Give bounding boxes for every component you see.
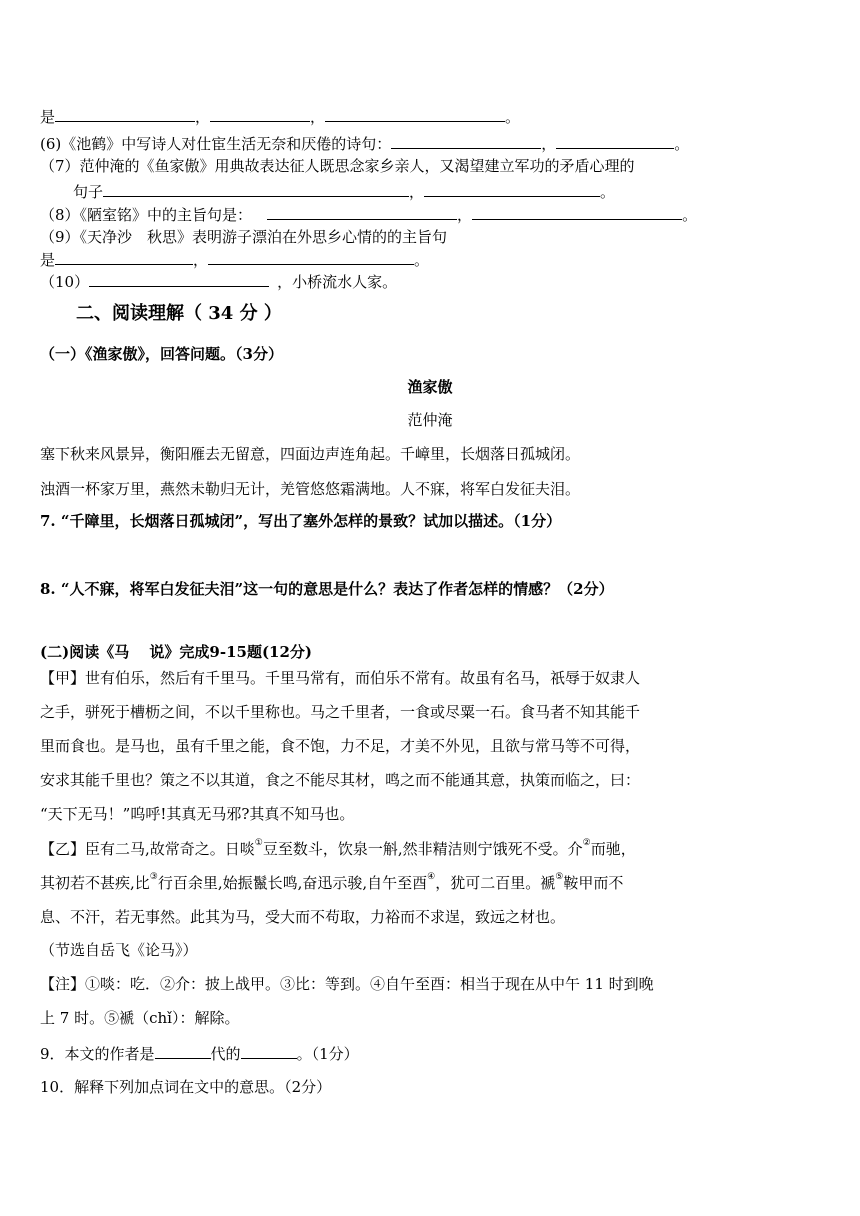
answer-blank[interactable] (267, 204, 457, 220)
footnote-mark: ③ (149, 872, 158, 882)
question-8: 8. “人不寐，将军白发征夫泪”这一句的意思是什么？表达了作者怎样的情感？（2分） (40, 580, 614, 598)
part-2-header: (二)阅读《马 说》完成9-15题(12分) (40, 643, 313, 661)
answer-blank[interactable] (472, 204, 682, 220)
answer-blank[interactable] (103, 181, 409, 197)
fill-question-9: （9）《天净沙 秋思》表明游子漂泊在外思乡心情的的主旨句 (40, 228, 448, 246)
footnote-mark: ① (254, 838, 263, 848)
answer-blank[interactable] (424, 181, 600, 197)
answer-blank[interactable] (55, 249, 193, 265)
answer-blank[interactable] (241, 1043, 297, 1059)
passage-jia-line-3: 里而食也。是马也，虽有千里之能，食不饱，力不足，才美不外见，且欲与常马等不可得， (40, 737, 641, 755)
fill-question-8: （8）《陋室铭》中的主旨句是： ， 。 (40, 206, 698, 224)
poem-title: 渔家傲 (407, 378, 453, 396)
answer-blank[interactable] (89, 271, 269, 287)
passage-jia-line-1: 【甲】世有伯乐，然后有千里马。千里马常有，而伯乐不常有。故虽有名马，祇辱于奴隶人 (40, 669, 641, 687)
passage-jia-line-2: 之手，骈死于槽枥之间，不以千里称也。马之千里者，一食或尽粟一石。食马者不知其能千 (40, 703, 641, 721)
notes-line-2: 上 7 时。⑤褫（chǐ）：解除。 (40, 1009, 240, 1027)
fill-question-10: （10） ，小桥流水人家。 (40, 273, 398, 291)
poem-line-1: 塞下秋来风景异，衡阳雁去无留意，四面边声连角起。千嶂里，长烟落日孤城闭。 (40, 445, 581, 463)
passage-jia-line-4: 安求其能千里也？策之不以其道，食之不能尽其材，鸣之而不能通其意，执策而临之，曰： (40, 771, 641, 789)
fill-line-1: 是 ， ， 。 (40, 108, 521, 126)
fill-question-9-line2: 是 ， 。 (40, 251, 430, 269)
question-7: 7. “千障里，长烟落日孤城闭”，写出了塞外怎样的景致？试加以描述。（1分） (40, 512, 562, 530)
poem-author: 范仲淹 (407, 411, 453, 429)
notes-line-1: 【注】①啖：吃．②介：披上战甲。③比：等到。④自午至酉：相当于现在从中午 11 时到晚 (40, 975, 654, 993)
question-10: 10．解释下列加点词在文中的意思。（2分） (40, 1078, 332, 1096)
fill-question-7: （7）范仲淹的《鱼家傲》用典故表达征人既思念家乡亲人，又渴望建立军功的矛盾心理的 (40, 157, 635, 175)
part-1-header: （一）《渔家傲》，回答问题。（3分） (40, 345, 283, 363)
answer-blank[interactable] (556, 133, 674, 149)
footnote-mark: ⑤ (555, 872, 564, 882)
poem-line-2: 浊酒一杯家万里，燕然未勒归无计，羌管悠悠霜满地。人不寐，将军白发征夫泪。 (40, 480, 581, 498)
passage-jia-line-5: “天下无马！”呜呼!其真无马邪?其真不知马也。 (40, 805, 355, 823)
answer-blank[interactable] (391, 133, 541, 149)
passage-yi-line-2: 其初若不甚疾,比③行百余里,始振鬣长鸣,奋迅示骏,自午至酉④，犹可二百里。褫⑤鞍甲而不 (40, 872, 624, 892)
answer-blank[interactable] (325, 106, 505, 122)
section-title: 二、阅读理解（ 34 分 ） (76, 303, 282, 324)
fill-question-7-line2: 句子 ， 。 (73, 183, 616, 201)
footnote-mark: ④ (427, 872, 436, 882)
passage-yi-line-1: 【乙】臣有二马,故常奇之。日啖①豆至数斗，饮泉一斛,然非精洁则宁饿死不受。介②而驰， (40, 838, 636, 858)
answer-blank[interactable] (155, 1043, 211, 1059)
passage-yi-line-3: 息、不汗，若无事然。此其为马，受大而不苟取，力裕而不求逞，致远之材也。 (40, 908, 566, 926)
answer-blank[interactable] (210, 106, 310, 122)
answer-blank[interactable] (208, 249, 414, 265)
passage-source: （节选自岳飞《论马》） (40, 941, 198, 959)
footnote-mark: ② (582, 838, 591, 848)
answer-blank[interactable] (55, 106, 195, 122)
fill-question-6: (6)《池鹤》中写诗人对仕宦生活无奈和厌倦的诗句： ， 。 (40, 135, 690, 153)
question-9: 9．本文的作者是 代的 。（1分） (40, 1045, 359, 1063)
